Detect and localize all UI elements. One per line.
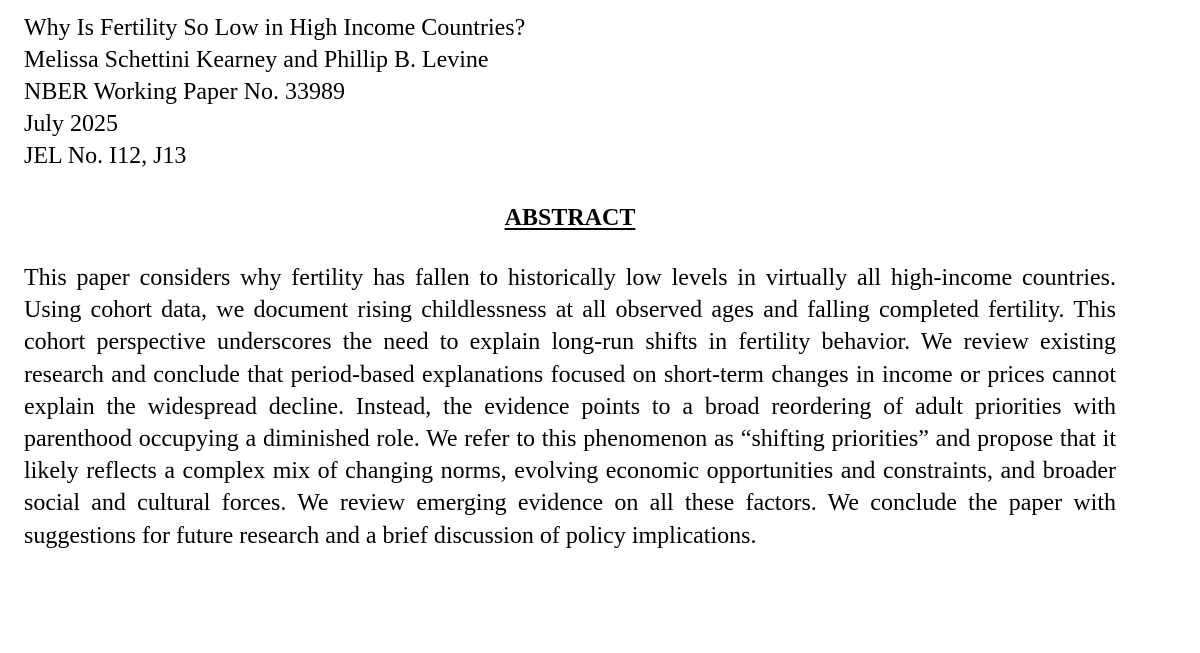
paper-series: NBER Working Paper No. 33989 <box>24 79 345 105</box>
paper-date: July 2025 <box>24 111 119 137</box>
paper-jel-codes: JEL No. I12, J13 <box>24 143 187 169</box>
paper-authors: Melissa Schettini Kearney and Phillip B. Levine <box>24 47 489 73</box>
paper-title: Why Is Fertility So Low in High Income Countries? <box>24 15 526 41</box>
abstract-heading: ABSTRACT <box>504 205 636 231</box>
paper-page <box>24 12 1116 576</box>
abstract-body: This paper considers why fertility has fallen to historically low levels in virtually all high-income countries. Using cohort data, we document rising childlessness at all observed ages and falling completed fertility. This cohort perspective underscores the need to explain long-run shifts in fertility behavior. We review existing research and conclude that period-based explanations focused on short-term changes in income or prices cannot explain the widespread decline. Instead, the evidence points to a broad reordering of adult priorities with parenthood occupying a diminished role. We refer to this phenomenon as “shifting priorities” and propose that it likely reflects a complex mix of changing norms, evolving economic opportunities and constraints, and broader social and cultural forces. We review emerging evidence on all these factors. We conclude the paper with suggestions for future research and a brief discussion of policy implications. <box>24 265 1116 549</box>
